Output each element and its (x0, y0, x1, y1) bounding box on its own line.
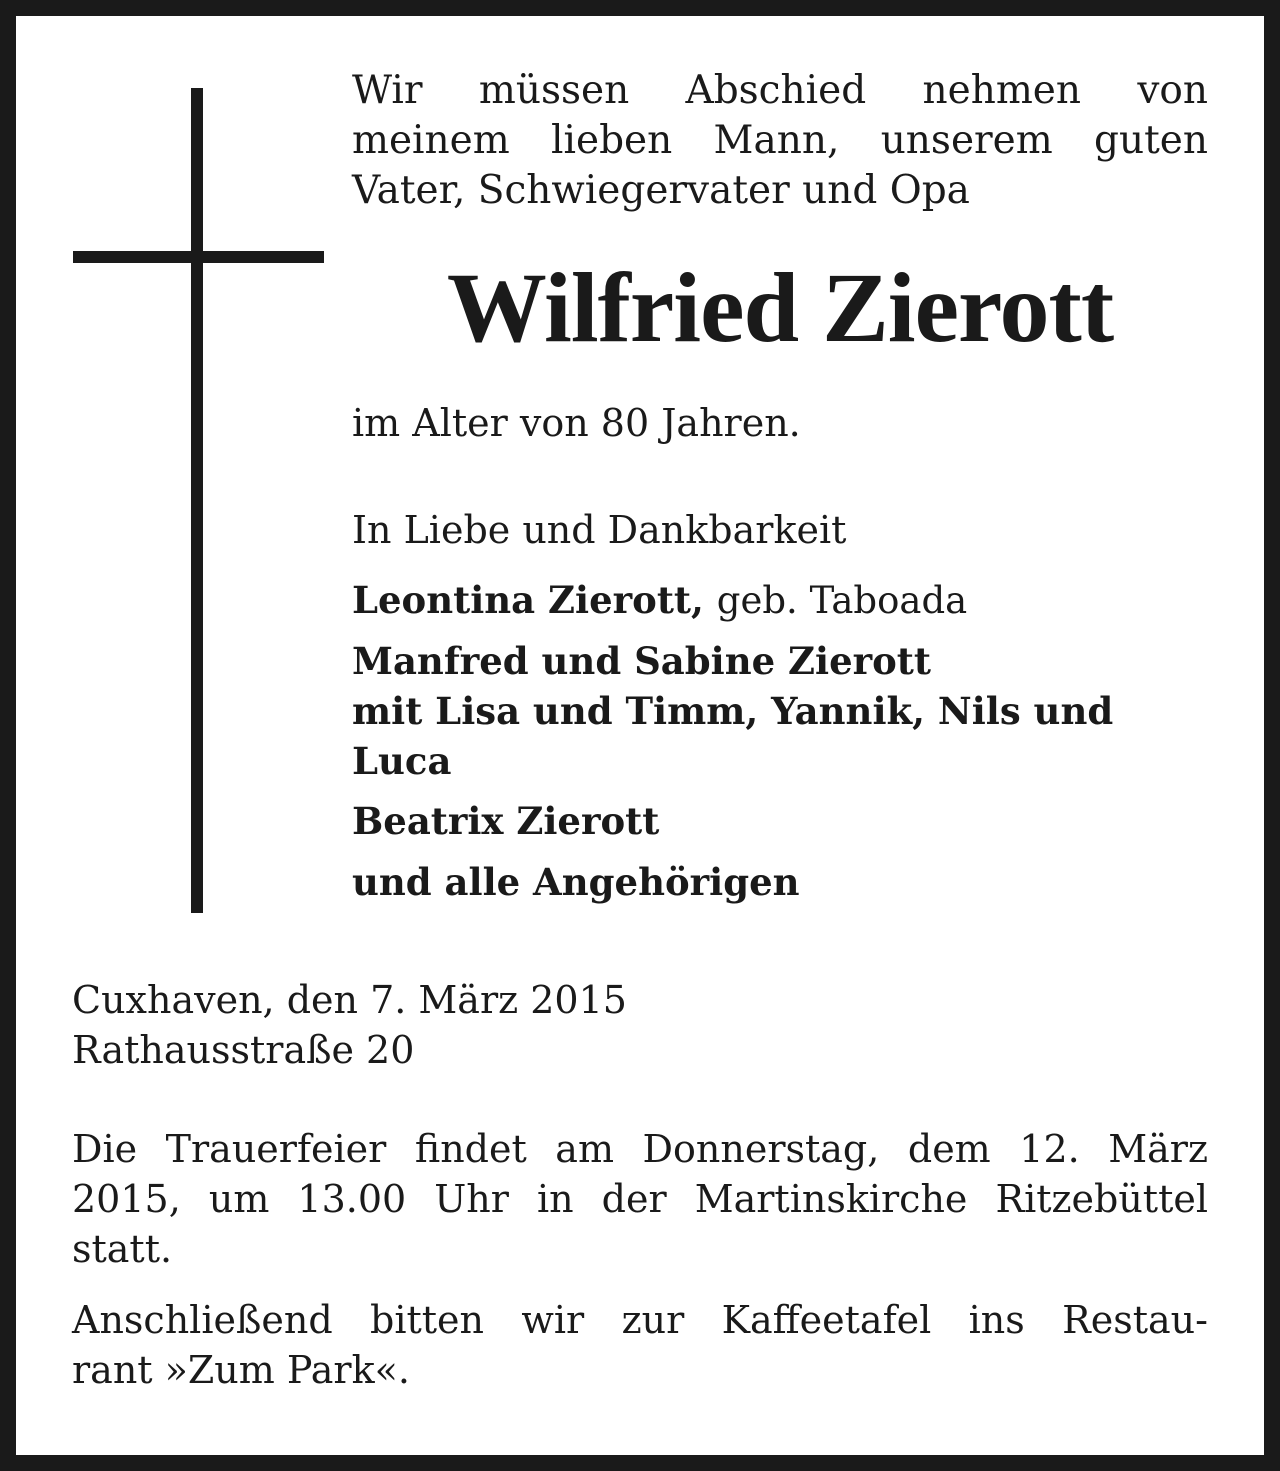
reception-line: rant »Zum Park«. (72, 1348, 410, 1392)
cross-icon (191, 88, 203, 913)
mourner-birthname: geb. Taboada (716, 579, 968, 622)
place-date-address (72, 975, 627, 1075)
mourner-manfred (352, 636, 1208, 786)
address: Rathausstraße 20 (72, 1028, 415, 1072)
intro-text (352, 66, 1208, 216)
mourner-line: mit Lisa und Timm, Yannik, Nils und (352, 689, 1114, 733)
deceased-name: Wilfried Zierott (446, 252, 1114, 363)
funeral-line: Die Trauerfeier findet am Donnerstag, dem 12. März (72, 1127, 1208, 1171)
mourner-beatrix: Beatrix Zierott (352, 799, 660, 843)
intro-line: Vater, Schwiegervater und Opa (352, 168, 970, 213)
reception-info (72, 1295, 1208, 1395)
place-date: Cuxhaven, den 7. März 2015 (72, 978, 627, 1022)
intro-line: Wir müssen Abschied nehmen von (352, 68, 1208, 113)
mourner-leontina (352, 575, 1208, 626)
mourner-line: Luca (352, 739, 452, 783)
reception-line: Anschließend bitten wir zur Kaffeetafel ins Restau- (72, 1298, 1208, 1342)
closing-phrase: In Liebe und Dankbarkeit (352, 508, 847, 552)
intro-line: meinem lieben Mann, unserem guten (352, 118, 1208, 163)
mourner-line: Manfred und Sabine Zierott (352, 639, 931, 683)
mourner-others: und alle Angehörigen (352, 860, 800, 904)
funeral-info (72, 1124, 1208, 1274)
age-text: im Alter von 80 Jahren. (352, 401, 801, 445)
cross-icon-crossbar (73, 251, 324, 263)
funeral-line: 2015, um 13.00 Uhr in der Martinskirche Ritzebüttel (72, 1177, 1208, 1221)
funeral-line: statt. (72, 1227, 173, 1271)
mourner-name: Leontina Zierott, (352, 578, 704, 622)
